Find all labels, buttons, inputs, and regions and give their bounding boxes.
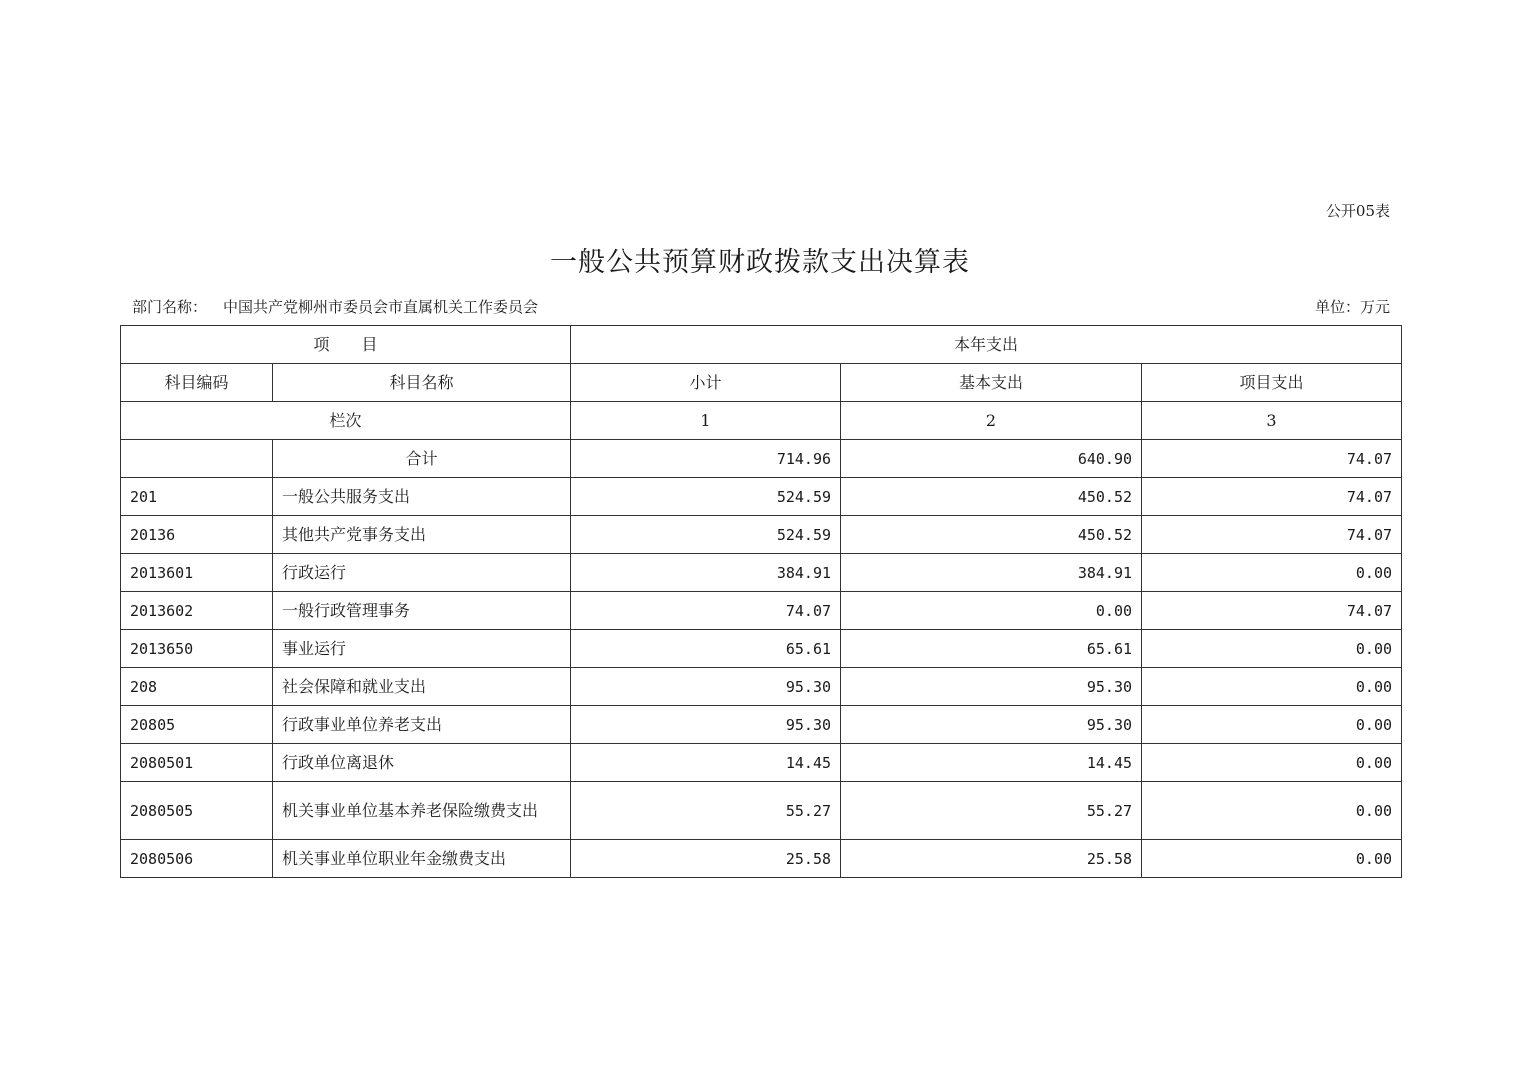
header-name: 科目名称 (273, 364, 571, 402)
row-subtotal: 65.61 (571, 630, 841, 668)
row-subtotal: 25.58 (571, 840, 841, 878)
header-subtotal: 小计 (571, 364, 841, 402)
row-project: 0.00 (1142, 744, 1402, 782)
table-row (121, 782, 1402, 840)
row-basic: 55.27 (841, 782, 1142, 840)
row-name: 一般公共服务支出 (273, 478, 571, 516)
row-subtotal: 95.30 (571, 706, 841, 744)
total-label: 合计 (273, 440, 571, 478)
table-row (121, 592, 1402, 630)
row-project: 74.07 (1142, 516, 1402, 554)
row-code: 208 (121, 668, 273, 706)
row-project: 0.00 (1142, 554, 1402, 592)
row-code: 20136 (121, 516, 273, 554)
row-subtotal: 524.59 (571, 478, 841, 516)
row-project: 74.07 (1142, 478, 1402, 516)
row-subtotal: 524.59 (571, 516, 841, 554)
total-row (121, 440, 1402, 478)
row-basic: 65.61 (841, 630, 1142, 668)
row-name: 机关事业单位基本养老保险缴费支出 (273, 782, 571, 840)
column-index-3: 3 (1142, 402, 1402, 440)
row-code: 2080506 (121, 840, 273, 878)
row-basic: 95.30 (841, 668, 1142, 706)
table-row (121, 744, 1402, 782)
row-name: 行政运行 (273, 554, 571, 592)
row-name: 行政事业单位养老支出 (273, 706, 571, 744)
column-index-row (121, 402, 1402, 440)
row-basic: 95.30 (841, 706, 1142, 744)
row-code: 2080501 (121, 744, 273, 782)
row-name: 机关事业单位职业年金缴费支出 (273, 840, 571, 878)
page-title: 一般公共预算财政拨款支出决算表 (550, 247, 970, 278)
expenditure-table (120, 325, 1402, 878)
row-code: 2013601 (121, 554, 273, 592)
row-code: 2013602 (121, 592, 273, 630)
table-row (121, 516, 1402, 554)
row-subtotal: 384.91 (571, 554, 841, 592)
row-name: 一般行政管理事务 (273, 592, 571, 630)
row-project: 0.00 (1142, 630, 1402, 668)
table-row (121, 668, 1402, 706)
header-code: 科目编码 (121, 364, 273, 402)
header-current-year: 本年支出 (571, 326, 1402, 364)
table-row (121, 554, 1402, 592)
row-subtotal: 14.45 (571, 744, 841, 782)
row-project: 0.00 (1142, 840, 1402, 878)
column-index-1: 1 (571, 402, 841, 440)
column-index-label: 栏次 (121, 402, 571, 440)
row-basic: 384.91 (841, 554, 1142, 592)
row-subtotal: 74.07 (571, 592, 841, 630)
row-subtotal: 95.30 (571, 668, 841, 706)
row-code: 20805 (121, 706, 273, 744)
row-project: 0.00 (1142, 782, 1402, 840)
row-code: 201 (121, 478, 273, 516)
row-basic: 450.52 (841, 478, 1142, 516)
row-subtotal: 55.27 (571, 782, 841, 840)
header-basic: 基本支出 (841, 364, 1142, 402)
table-row (121, 478, 1402, 516)
row-name: 其他共产党事务支出 (273, 516, 571, 554)
table-row (121, 630, 1402, 668)
total-basic: 640.90 (841, 440, 1142, 478)
department-name: 中国共产党柳州市委员会市直属机关工作委员会 (223, 298, 539, 316)
header-row-1 (121, 326, 1402, 364)
table-row (121, 706, 1402, 744)
row-name: 社会保障和就业支出 (273, 668, 571, 706)
department-info (132, 296, 538, 317)
table-row (121, 840, 1402, 878)
row-project: 74.07 (1142, 592, 1402, 630)
row-name: 事业运行 (273, 630, 571, 668)
row-code: 2013650 (121, 630, 273, 668)
total-project: 74.07 (1142, 440, 1402, 478)
row-basic: 25.58 (841, 840, 1142, 878)
row-basic: 450.52 (841, 516, 1142, 554)
header-row-2 (121, 364, 1402, 402)
form-number: 公开05表 (1325, 202, 1390, 220)
column-index-2: 2 (841, 402, 1142, 440)
total-subtotal: 714.96 (571, 440, 841, 478)
row-project: 0.00 (1142, 706, 1402, 744)
header-item: 项 目 (121, 326, 571, 364)
row-project: 0.00 (1142, 668, 1402, 706)
row-code: 2080505 (121, 782, 273, 840)
header-project: 项目支出 (1142, 364, 1402, 402)
row-name: 行政单位离退休 (273, 744, 571, 782)
unit-label: 单位：万元 (1314, 298, 1390, 316)
row-basic: 0.00 (841, 592, 1142, 630)
total-code-cell (121, 440, 273, 478)
row-basic: 14.45 (841, 744, 1142, 782)
department-label: 部门名称： (132, 298, 208, 316)
